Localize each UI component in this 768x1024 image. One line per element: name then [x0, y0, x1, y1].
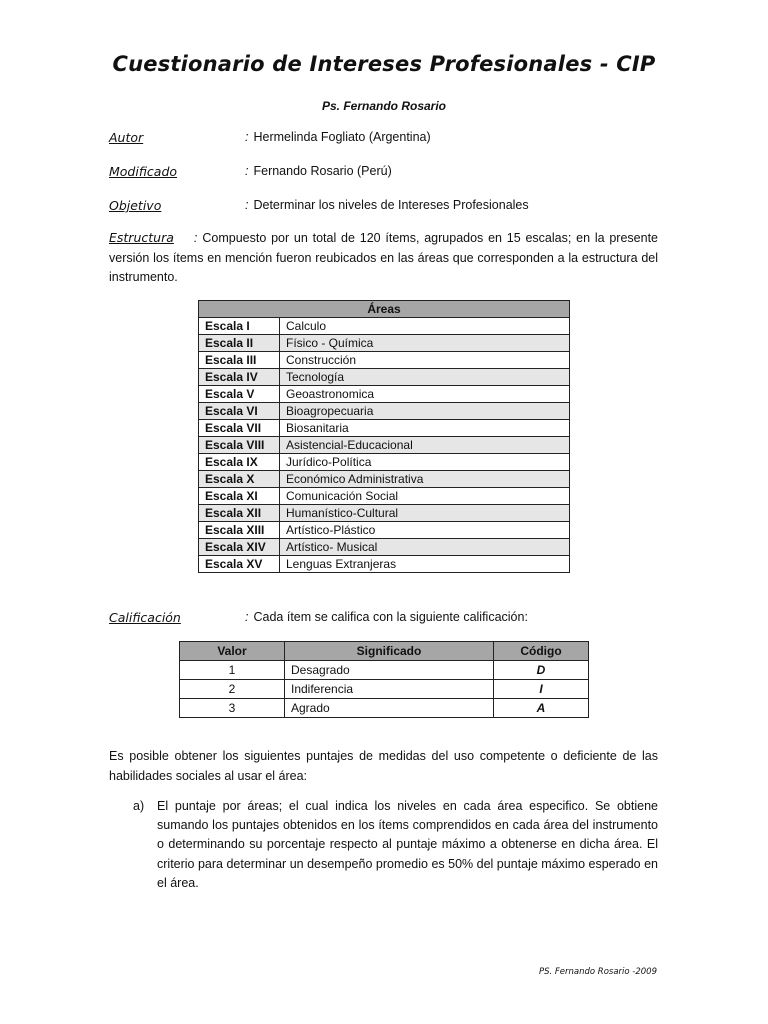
- area-cell: Calculo: [280, 318, 570, 335]
- codigo-cell: D: [494, 661, 589, 680]
- calificacion-value: Cada ítem se califica con la siguiente calificación:: [253, 610, 528, 624]
- list-item-a-text: El puntaje por áreas; el cual indica los niveles en cada área especifico. Se obtiene sumando los puntajes obtenidos en los ítems comprendidos en cada área del instrumento o determinando su porcentaje respecto al puntaje máximo a obtenerse en dicha área. El criterio para determinar un desempeño promedio es 50% del puntaje máximo esperado en el área.: [157, 799, 658, 890]
- valor-cell: 2: [180, 680, 285, 699]
- areas-table-body: [199, 318, 570, 573]
- field-objetivo-colon: :: [245, 198, 249, 212]
- calificacion-label: Calificación: [109, 610, 181, 625]
- field-modificado-colon: :: [245, 164, 249, 178]
- areas-table-row: [199, 335, 570, 352]
- area-cell: Artístico-Plástico: [280, 522, 570, 539]
- area-cell: Físico - Química: [280, 335, 570, 352]
- estructura-label: Estructura: [109, 230, 174, 245]
- document-title: Cuestionario de Intereses Profesionales - CIP: [112, 52, 656, 76]
- areas-table-row: [199, 556, 570, 573]
- significado-cell: Desagrado: [285, 661, 494, 680]
- puntajes-intro: Es posible obtener los siguientes puntajes de medidas del uso competente o deficiente de las habilidades sociales al usar el área:: [109, 749, 658, 783]
- field-objetivo-value: Determinar los niveles de Intereses Profesionales: [253, 198, 529, 212]
- areas-table-row: [199, 420, 570, 437]
- calificacion-table-row: [180, 680, 589, 699]
- significado-cell: Agrado: [285, 699, 494, 718]
- area-cell: Bioagropecuaria: [280, 403, 570, 420]
- escala-cell: Escala VII: [199, 420, 280, 437]
- field-modificado-value: Fernando Rosario (Perú): [253, 164, 392, 178]
- areas-table-row: [199, 454, 570, 471]
- document-subtitle: Ps. Fernando Rosario: [321, 99, 447, 113]
- areas-table-row: [199, 488, 570, 505]
- escala-cell: Escala XII: [199, 505, 280, 522]
- calificacion-colon: :: [245, 610, 249, 624]
- areas-table-row: [199, 352, 570, 369]
- area-cell: Geoastronomica: [280, 386, 570, 403]
- area-cell: Asistencial-Educacional: [280, 437, 570, 454]
- escala-cell: Escala II: [199, 335, 280, 352]
- calificacion-table-row: [180, 699, 589, 718]
- estructura-paragraph: [109, 228, 658, 288]
- areas-table-row: [199, 318, 570, 335]
- field-autor-label: Autor: [109, 130, 144, 145]
- escala-cell: Escala IX: [199, 454, 280, 471]
- estructura-text: Compuesto por un total de 120 ítems, agrupados en 15 escalas; en la presente versión los ítems en mención fueron reubicados en las áreas que corresponden a la estructura del instrumento.: [109, 231, 658, 284]
- valor-cell: 3: [180, 699, 285, 718]
- area-cell: Jurídico-Política: [280, 454, 570, 471]
- escala-cell: Escala I: [199, 318, 280, 335]
- areas-table-row: [199, 403, 570, 420]
- list-item-a-marker: a): [133, 799, 145, 813]
- escala-cell: Escala XV: [199, 556, 280, 573]
- field-autor-value: Hermelinda Fogliato (Argentina): [253, 130, 431, 144]
- escala-cell: Escala XI: [199, 488, 280, 505]
- area-cell: Económico Administrativa: [280, 471, 570, 488]
- areas-table-row: [199, 386, 570, 403]
- field-objetivo-label: Objetivo: [109, 198, 162, 213]
- escala-cell: Escala XIV: [199, 539, 280, 556]
- calificacion-table-body: [180, 661, 589, 718]
- areas-table-row: [199, 369, 570, 386]
- codigo-cell: A: [494, 699, 589, 718]
- field-modificado-label: Modificado: [109, 164, 178, 179]
- calif-header-significado: Significado: [285, 642, 494, 661]
- calificacion-table: [179, 641, 589, 718]
- escala-cell: Escala XIII: [199, 522, 280, 539]
- area-cell: Comunicación Social: [280, 488, 570, 505]
- areas-table-row: [199, 539, 570, 556]
- area-cell: Biosanitaria: [280, 420, 570, 437]
- valor-cell: 1: [180, 661, 285, 680]
- areas-table-header: Áreas: [199, 301, 570, 318]
- calificacion-table-row: [180, 661, 589, 680]
- list-item-a: [133, 797, 658, 893]
- areas-table-row: [199, 437, 570, 454]
- codigo-cell: I: [494, 680, 589, 699]
- escala-cell: Escala VI: [199, 403, 280, 420]
- escala-cell: Escala IV: [199, 369, 280, 386]
- areas-table: [198, 300, 570, 573]
- escala-cell: Escala X: [199, 471, 280, 488]
- areas-table-row: [199, 471, 570, 488]
- estructura-colon: :: [193, 231, 198, 245]
- calif-header-codigo: Código: [494, 642, 589, 661]
- area-cell: Lenguas Extranjeras: [280, 556, 570, 573]
- areas-table-row: [199, 505, 570, 522]
- area-cell: Construcción: [280, 352, 570, 369]
- calif-header-valor: Valor: [180, 642, 285, 661]
- escala-cell: Escala VIII: [199, 437, 280, 454]
- areas-table-row: [199, 522, 570, 539]
- significado-cell: Indiferencia: [285, 680, 494, 699]
- area-cell: Artístico- Musical: [280, 539, 570, 556]
- page-footer: PS. Fernando Rosario -2009: [538, 967, 657, 977]
- area-cell: Humanístico-Cultural: [280, 505, 570, 522]
- field-autor-colon: :: [245, 130, 249, 144]
- escala-cell: Escala III: [199, 352, 280, 369]
- area-cell: Tecnología: [280, 369, 570, 386]
- escala-cell: Escala V: [199, 386, 280, 403]
